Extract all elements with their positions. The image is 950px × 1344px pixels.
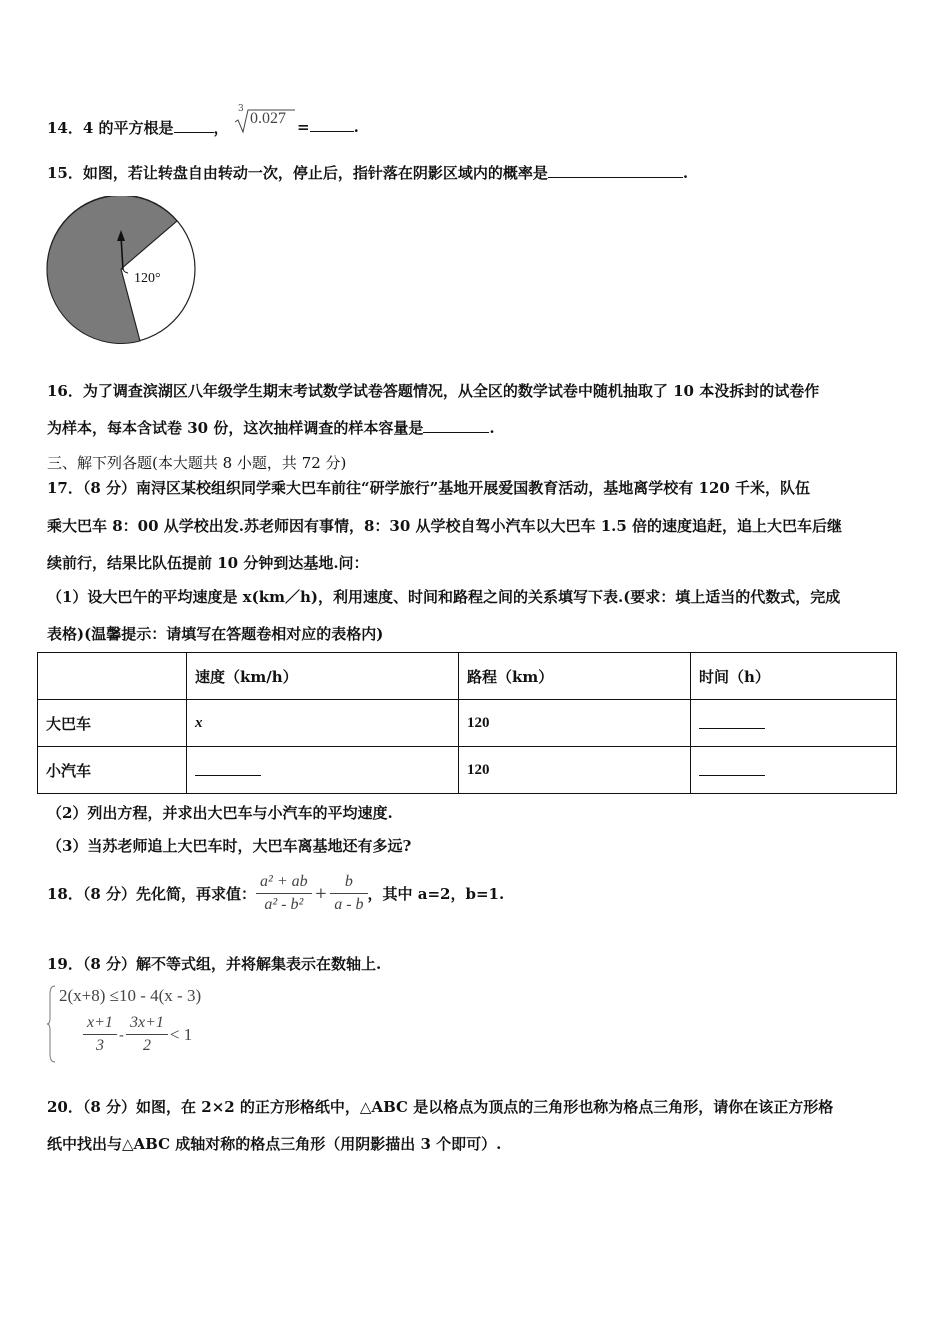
q14-end: . xyxy=(353,118,359,136)
q17-part-3: （3）当苏老师追上大巴车时，大巴车离基地还有多远? xyxy=(47,837,412,855)
q17-line-5: 表格)(温馨提示：请填写在答题卷相对应的表格内) xyxy=(47,625,384,643)
spinner-figure xyxy=(46,196,198,346)
q16-blank xyxy=(423,418,489,433)
table-header-cell: 路程（km） xyxy=(459,653,691,700)
table-cell-distance: 120 xyxy=(459,700,691,747)
q18-frac1-numerator: a² + ab xyxy=(256,873,312,894)
spinner-angle-label: 120° xyxy=(134,271,161,286)
q15-number: 15． xyxy=(47,164,83,182)
q18-prefix: 18．（8 分）先化简，再求值： xyxy=(47,884,257,903)
q14-number: 14． xyxy=(47,119,83,137)
q18-fraction-1 xyxy=(256,873,312,914)
q19-relation: < 1 xyxy=(169,1024,193,1044)
q15-blank xyxy=(548,163,683,178)
question-16-line-2 xyxy=(47,417,495,438)
table-cell-speed xyxy=(187,747,459,794)
table-row xyxy=(38,747,897,794)
q17-table xyxy=(37,652,897,794)
answer-blank xyxy=(699,761,765,776)
table-cell-speed: x xyxy=(187,700,459,747)
q18-frac1-denominator: a² - b² xyxy=(264,895,304,913)
q14-blank-2 xyxy=(310,117,354,132)
q16-text: 为样本，每本含试卷 30 份，这次抽样调查的样本容量是 xyxy=(47,419,424,437)
q19-frac1-denominator: 3 xyxy=(95,1037,104,1054)
q18-fraction-2 xyxy=(330,873,367,914)
q15-end: . xyxy=(682,164,689,182)
q14-cube-root xyxy=(235,104,295,138)
table-cell-name: 大巴车 xyxy=(38,700,187,747)
table-cell-distance: 120 xyxy=(459,747,691,794)
q17-part-2: （2）列出方程，并求出大巴车与小汽车的平均速度. xyxy=(47,804,393,822)
question-15 xyxy=(47,162,688,183)
q17-line-1: 17．（8 分）南浔区某校组织同学乘大巴车前往“研学旅行”基地开展爱国教育活动，基地离学校有 120 千米，队伍 xyxy=(47,479,811,497)
question-18 xyxy=(47,868,504,918)
q17-line-3: 续前行，结果比队伍提前 10 分钟到达基地.问： xyxy=(47,554,369,572)
q20-line-1: 20．（8 分）如图，在 2×2 的正方形格纸中，△ABC 是以格点为顶点的三角形也称为格点三角形，请你在该正方形格 xyxy=(47,1098,834,1116)
table-header-cell: 时间（h） xyxy=(691,653,897,700)
q14-equals: = xyxy=(297,118,310,136)
q14-comma: ， xyxy=(213,119,229,137)
q19-frac2-denominator: 2 xyxy=(142,1037,151,1054)
left-brace-icon xyxy=(47,984,57,1064)
q19-minus: - xyxy=(118,1025,124,1044)
q19-frac1-numerator: x+1 xyxy=(83,1014,117,1035)
q14-radicand: 0.027 xyxy=(250,110,286,127)
q19-inequality-1: 2(x+8) ≤10 - 4(x - 3) xyxy=(59,986,202,1005)
q18-frac2-numerator: b xyxy=(330,873,367,894)
table-row xyxy=(38,700,897,747)
q20-line-2: 纸中找出与△ABC 成轴对称的格点三角形（用阴影描出 3 个即可）. xyxy=(47,1135,502,1153)
q19-inequality-system xyxy=(47,984,247,1064)
section-3-heading: 三、解下列各题(本大题共 8 小题，共 72 分) xyxy=(47,454,347,472)
q19-fraction-1 xyxy=(83,1014,117,1055)
q19-fraction-2 xyxy=(126,1014,168,1055)
q19-text: 19．（8 分）解不等式组，并将解集表示在数轴上. xyxy=(47,955,382,973)
table-cell-time xyxy=(691,747,897,794)
answer-blank xyxy=(195,761,261,776)
q14-root-index: 3 xyxy=(238,104,244,114)
table-cell-name: 小汽车 xyxy=(38,747,187,794)
q15-text: 如图，若让转盘自由转动一次，停止后，指针落在阴影区域内的概率是 xyxy=(82,164,548,182)
table-header-row xyxy=(38,653,897,700)
table-header-cell xyxy=(38,653,187,700)
q16-end: . xyxy=(489,419,495,437)
table-header-cell: 速度（km/h） xyxy=(187,653,459,700)
q17-line-2: 乘大巴车 8：00 从学校出发.苏老师因有事情，8：30 从学校自驾小汽车以大巴车 1.5 倍的速度追赶，追上大巴车后继 xyxy=(47,517,843,535)
q18-frac2-denominator: a - b xyxy=(334,895,364,913)
q14-text: 4 的平方根是 xyxy=(82,119,174,137)
q19-frac2-numerator: 3x+1 xyxy=(126,1014,168,1035)
q14-blank-1 xyxy=(174,118,214,133)
table-cell-time xyxy=(691,700,897,747)
answer-blank xyxy=(699,714,765,729)
q19-inequality-2 xyxy=(83,1014,192,1055)
q16-line-1: 16．为了调查滨湖区八年级学生期末考试数学试卷答题情况，从全区的数学试卷中随机抽取了 10 本没拆封的试卷作 xyxy=(47,382,820,400)
q18-suffix: ，其中 a=2，b=1. xyxy=(367,884,505,903)
q18-plus: + xyxy=(314,884,328,902)
q17-line-4: （1）设大巴午的平均速度是 x(km／h)，利用速度、时间和路程之间的关系填写下表.(要求：填上适当的代数式，完成 xyxy=(47,588,841,606)
